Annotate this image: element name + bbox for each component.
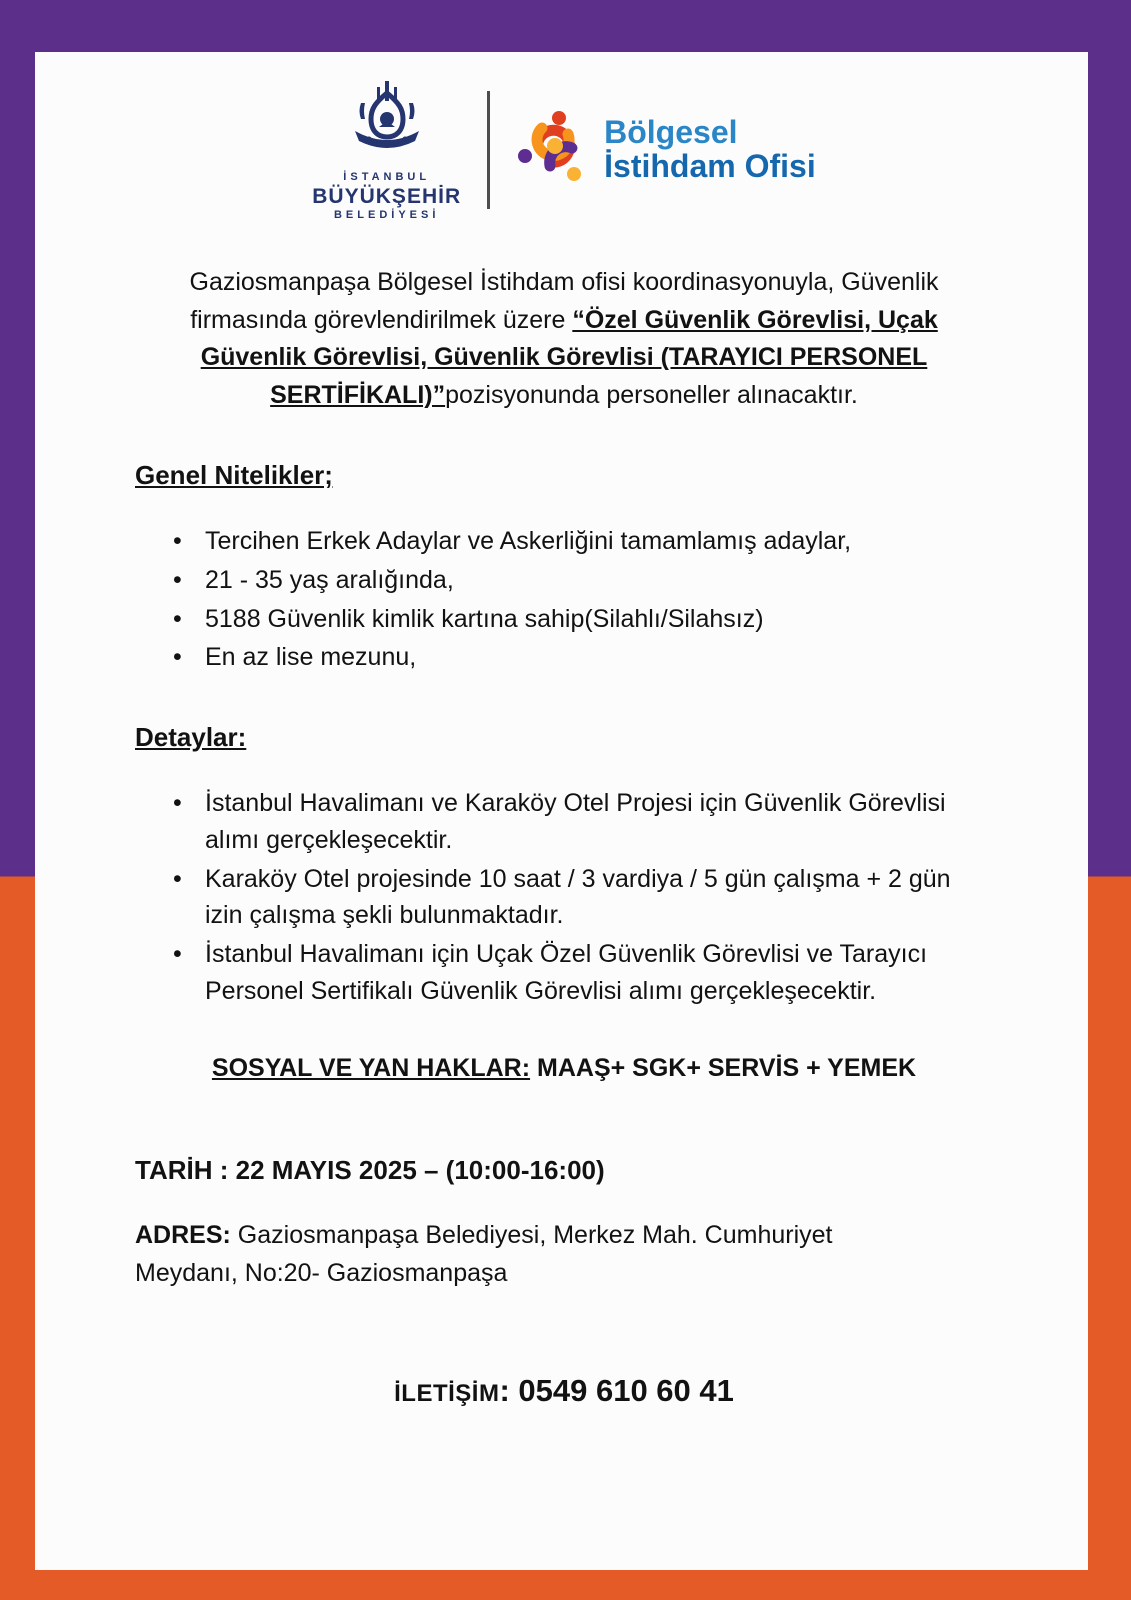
benefits-value: MAAŞ+ SGK+ SERVİS + YEMEK: [530, 1053, 917, 1082]
date-line: TARİH : 22 MAYIS 2025 – (10:00-16:00): [135, 1154, 605, 1185]
flyer-sheet: [35, 52, 1088, 1570]
intro-regular-1: Gaziosmanpaşa Bölgesel İstihdam ofisi koordinasyonuyla, Güvenlik firmasında görevlendirilmek üzere: [189, 268, 939, 334]
contact-label: İLETİŞİM: [394, 1380, 500, 1407]
list-item: • Karaköy Otel projesinde 10 saat / 3 vardiya / 5 gün çalışma + 2 gün izin çalışma şekli bulunmaktadır.: [171, 861, 993, 935]
beo-logo-line1: Bölgesel: [604, 114, 738, 151]
section-heading-genel-nitelikler: Genel Nitelikler;: [135, 460, 333, 490]
ibb-emblem-icon: [341, 79, 433, 169]
list-item: • İstanbul Havalimanı ve Karaköy Otel Projesi için Güvenlik Görevlisi alımı gerçekleşecektir.: [171, 785, 993, 859]
benefits-line: [135, 1054, 993, 1083]
ibb-logo: [312, 79, 461, 221]
detaylar-list: [135, 785, 993, 1010]
list-item: • En az lise mezunu,: [171, 639, 993, 676]
intro-regular-2: pozisyonunda personeller alınacaktır.: [445, 380, 858, 409]
list-item: • 5188 Güvenlik kimlik kartına sahip(Silahlı/Silahsız): [171, 601, 993, 638]
beo-logo: [516, 104, 816, 197]
ibb-logo-line2: BÜYÜKŞEHİR: [312, 185, 462, 208]
address-value: Gaziosmanpaşa Belediyesi, Merkez Mah. Cumhuriyet Meydanı, No:20- Gaziosmanpaşa: [135, 1220, 833, 1288]
intro-paragraph: [135, 264, 993, 414]
list-item: • İstanbul Havalimanı için Uçak Özel Güvenlik Görevlisi ve Tarayıcı Personel Sertifikalı Güvenlik Görevlisi alımı gerçekleşecektir.: [171, 936, 993, 1010]
pinwheel-people-icon: [516, 104, 594, 197]
contact-phone: : 0549 610 60 41: [499, 1373, 734, 1408]
address-label: ADRES:: [135, 1220, 231, 1249]
genel-nitelikler-list: [135, 523, 993, 676]
ibb-logo-line1: İSTANBUL: [343, 171, 431, 183]
list-item: • Tercihen Erkek Adaylar ve Askerliğini tamamlamış adaylar,: [171, 523, 993, 560]
section-heading-detaylar: Detaylar:: [135, 722, 247, 752]
flyer-content: [35, 52, 1088, 1409]
contact-line: [135, 1373, 993, 1409]
logo-row: [135, 52, 993, 224]
list-item: • 21 - 35 yaş aralığında,: [171, 562, 993, 599]
logo-divider: [487, 91, 490, 209]
address-block: [135, 1216, 905, 1294]
benefits-label: SOSYAL VE YAN HAKLAR:: [211, 1053, 531, 1082]
ibb-logo-line3: BELEDİYESİ: [333, 209, 440, 221]
intro-bold-underlined: “Özel Güvenlik Görevlisi, Uçak Güvenlik Görevlisi, Güvenlik Görevlisi (TARAYICI PERSONEL SERTİFİKALI)”: [200, 305, 938, 409]
beo-logo-line2: İstihdam Ofisi: [604, 148, 816, 184]
